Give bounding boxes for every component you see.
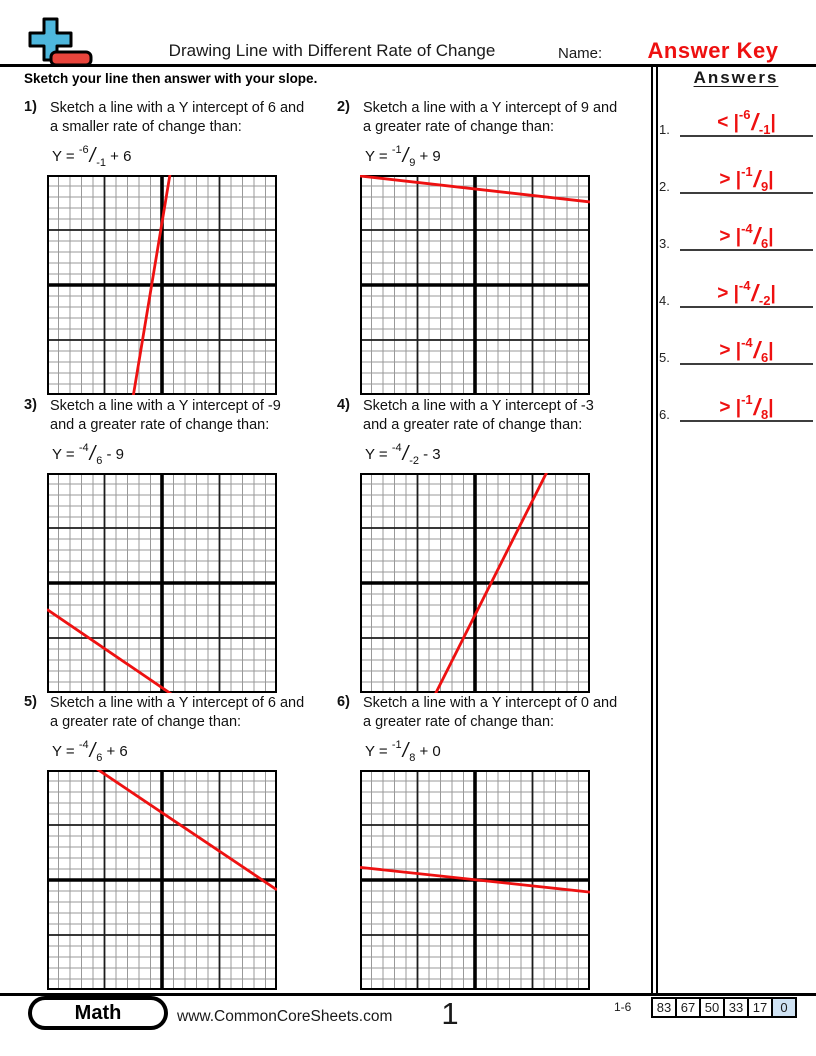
answer-number: 3. [659,236,670,251]
problem-1 [24,99,337,397]
answer-blank [680,392,813,422]
coordinate-grid [47,175,277,395]
website-text: www.CommonCoreSheets.com [177,1008,393,1025]
answer-number: 2. [659,179,670,194]
problem-equation: $Y = ^{-4}/_6 + 6$ [52,739,128,764]
problem-number: 2) [337,99,350,115]
score-cell: 83 [651,997,677,1018]
problem-5 [24,694,337,990]
answer-blank [680,107,813,137]
answer-row-6 [659,382,813,422]
problem-equation: $Y = ^{-4}/_6 - 9$ [52,442,124,467]
answer-value: > $|^{-4}/_{-2}|$ [717,278,776,308]
page-number: 1 [441,996,459,1031]
problem-equation: $Y = ^{-1}/_9 + 9$ [365,144,441,169]
problem-number: 1) [24,99,37,115]
answer-number: 6. [659,407,670,422]
coordinate-grid [360,770,590,990]
name-label: Name: [558,45,603,62]
problem-number: 4) [337,397,350,413]
problem-equation: $Y = ^{-1}/_8 + 0$ [365,739,441,764]
subject-badge-label: Math [32,1000,164,1026]
problem-number: 5) [24,694,37,710]
answers-separator [651,64,658,994]
answer-number: 5. [659,350,670,365]
answers-title: Answers [693,68,779,87]
answers-panel [659,68,813,439]
answer-row-5 [659,325,813,365]
score-cell: 67 [675,997,701,1018]
score-table [651,997,797,1018]
score-cell: 50 [699,997,725,1018]
coordinate-grid [47,770,277,990]
answer-value: > $|^{-1}/_8|$ [719,392,774,422]
header-divider [0,64,816,67]
problem-equation: $Y = ^{-4}/_{-2} - 3$ [365,442,441,467]
score-cell: 17 [747,997,773,1018]
answer-value: < $|^{-6}/_{-1}|$ [717,107,776,137]
score-range-label: 1-6 [614,1000,632,1014]
problem-4 [337,397,650,694]
problem-text: Sketch a line with a Y intercept of 6 and a greater rate of change than: [50,695,305,730]
coordinate-grid [360,473,590,693]
answer-number: 4. [659,293,670,308]
answer-row-2 [659,154,813,194]
answer-value: > $|^{-4}/_6|$ [719,335,774,365]
problem-text: Sketch a line with a Y intercept of -3 and a greater rate of change than: [363,398,594,433]
instructions-text: Sketch your line then answer with your slope. [24,71,318,86]
problem-text: Sketch a line with a Y intercept of -9 and a greater rate of change than: [50,398,281,433]
answer-blank [680,164,813,194]
problem-equation: $Y = ^{-6}/_{-1} + 6$ [52,144,132,169]
problem-text: Sketch a line with a Y intercept of 0 and a greater rate of change than: [363,695,618,730]
answer-key-text: Answer Key [647,38,779,63]
answer-blank [680,335,813,365]
answer-value: > $|^{-4}/_6|$ [719,221,774,251]
plus-minus-logo-icon [26,16,98,68]
answer-blank [680,221,813,251]
answer-row-4 [659,268,813,308]
page-title: Drawing Line with Different Rate of Change [168,41,496,60]
problems-grid [24,99,650,990]
answer-blank [680,278,813,308]
subject-badge [28,996,168,1030]
answer-value: > $|^{-1}/_9|$ [719,164,774,194]
score-cell: 33 [723,997,749,1018]
answer-row-1 [659,97,813,137]
problem-3 [24,397,337,694]
coordinate-grid [360,175,590,395]
problem-6 [337,694,650,990]
answer-number: 1. [659,122,670,137]
coordinate-grid [47,473,277,693]
problem-number: 3) [24,397,37,413]
answer-row-3 [659,211,813,251]
score-cell-zero: 0 [771,997,797,1018]
problem-number: 6) [337,694,350,710]
problem-text: Sketch a line with a Y intercept of 9 and a greater rate of change than: [363,100,618,135]
problem-2 [337,99,650,397]
problem-text: Sketch a line with a Y intercept of 6 and a smaller rate of change than: [50,100,305,135]
